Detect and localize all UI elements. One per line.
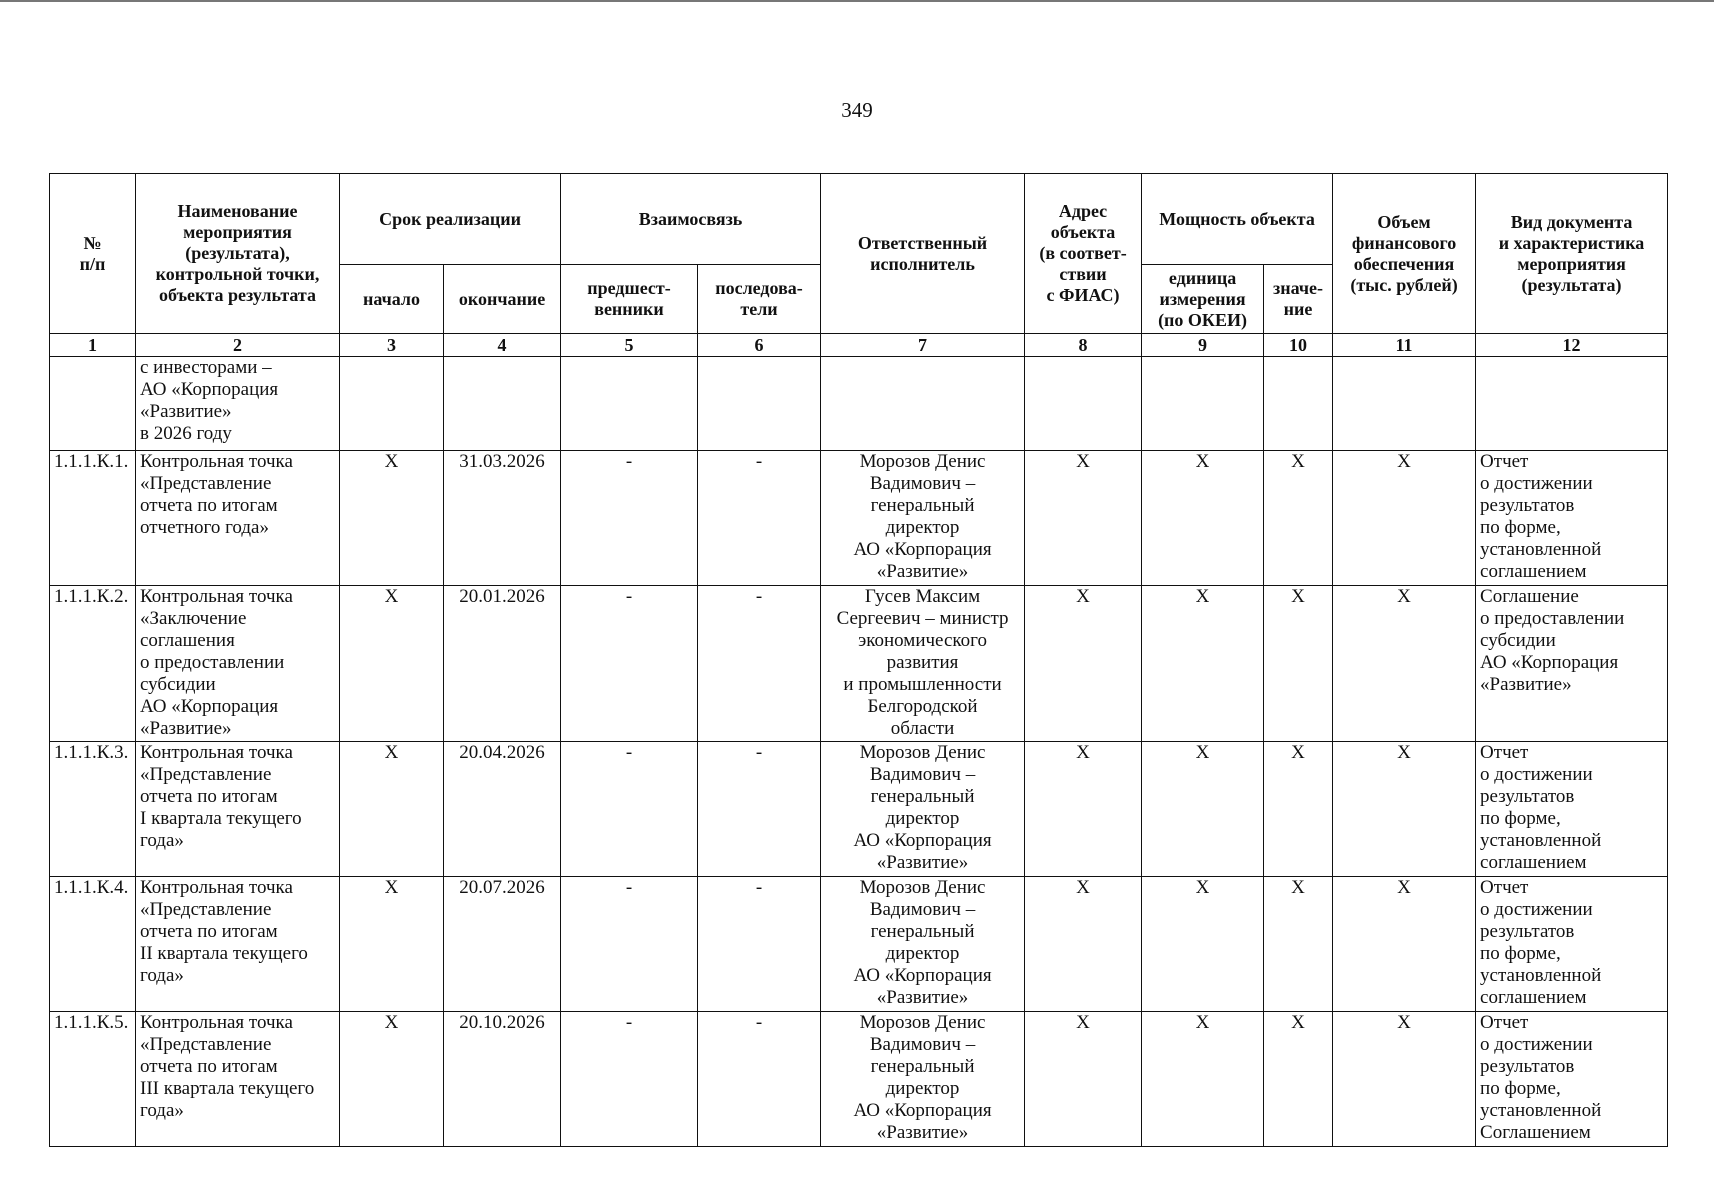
text-line: отчета по итогам <box>140 1056 278 1077</box>
column-number: 6 <box>698 334 821 357</box>
cell-end <box>444 357 561 451</box>
column-number: 4 <box>444 334 561 357</box>
column-number: 3 <box>340 334 444 357</box>
text-line: «Развитие» <box>140 718 232 739</box>
cell-unit: X <box>1142 742 1264 877</box>
text-line: Отчет <box>1480 877 1529 898</box>
text-line: п/п <box>79 253 106 274</box>
cell-num: 1.1.1.К.1. <box>50 451 136 586</box>
text-line: результатов <box>1480 1056 1575 1077</box>
cell-prev: - <box>561 1012 698 1147</box>
text-line: (в соответ- <box>1039 243 1127 263</box>
column-number: 5 <box>561 334 698 357</box>
cell-document <box>1476 357 1668 451</box>
text-line: Соглашение <box>1480 586 1579 607</box>
text-line: установленной <box>1480 1100 1602 1121</box>
cell-name <box>136 357 340 451</box>
cell-name <box>136 451 340 586</box>
text-line: о достижении <box>1480 473 1593 494</box>
cell-next <box>698 357 821 451</box>
text-line: единица <box>1168 267 1237 288</box>
text-line: мероприятия <box>183 222 292 242</box>
text-line: обеспечения <box>1353 253 1455 274</box>
text-line: Адрес <box>1058 201 1108 221</box>
text-line: I квартала текущего <box>140 808 302 829</box>
cell-num: 1.1.1.К.3. <box>50 742 136 877</box>
cell-address: X <box>1025 742 1142 877</box>
text-line: в 2026 году <box>140 423 232 444</box>
text-line: субсидии <box>1480 630 1556 651</box>
text-line: Морозов Денис <box>859 451 986 472</box>
page-number: 349 <box>841 98 873 122</box>
column-number: 7 <box>821 334 1025 357</box>
header-power-value <box>1264 265 1333 334</box>
cell-address: X <box>1025 1012 1142 1147</box>
cell-document <box>1476 586 1668 742</box>
cell-next: - <box>698 742 821 877</box>
text-line: области <box>890 718 955 739</box>
text-line: соглашением <box>1480 987 1587 1008</box>
text-line: «Развитие» <box>140 401 232 422</box>
text-line: последова- <box>715 278 803 298</box>
cell-next: - <box>698 877 821 1012</box>
header-responsible <box>821 174 1025 334</box>
text-line: (результата), <box>185 243 290 263</box>
cell-document <box>1476 877 1668 1012</box>
text-line: «Развитие» <box>876 987 969 1008</box>
text-line: о достижении <box>1480 764 1593 785</box>
cell-num <box>50 357 136 451</box>
text-line: тели <box>740 299 778 319</box>
text-line: экономического <box>858 630 987 651</box>
column-number: 9 <box>1142 334 1264 357</box>
table-row <box>50 1012 1668 1147</box>
text-line: генеральный <box>870 1056 975 1077</box>
header-name <box>136 174 340 334</box>
cell-unit: X <box>1142 586 1264 742</box>
cell-start: X <box>340 586 444 742</box>
table-body <box>50 357 1668 1147</box>
cell-name <box>136 742 340 877</box>
text-line: № <box>83 232 102 253</box>
cell-prev: - <box>561 742 698 877</box>
cell-address: X <box>1025 877 1142 1012</box>
column-number: 10 <box>1264 334 1333 357</box>
table-row <box>50 742 1668 877</box>
text-line: Ответственный <box>857 232 988 253</box>
text-line: и промышленности <box>843 674 1002 695</box>
table-row <box>50 586 1668 742</box>
table-row <box>50 877 1668 1012</box>
text-line: ние <box>1283 299 1313 319</box>
text-line: Контрольная точка <box>140 451 293 472</box>
text-line: соглашением <box>1480 852 1587 873</box>
text-line: объекта <box>1050 222 1116 242</box>
cell-document <box>1476 1012 1668 1147</box>
text-line: генеральный <box>870 921 975 942</box>
text-line: Морозов Денис <box>859 742 986 763</box>
cell-prev: - <box>561 877 698 1012</box>
cell-address <box>1025 357 1142 451</box>
text-line: III квартала текущего <box>140 1078 315 1099</box>
text-line: исполнитель <box>870 253 975 274</box>
cell-prev: - <box>561 451 698 586</box>
text-line: Вадимович – <box>869 473 976 494</box>
text-line: года» <box>140 965 184 986</box>
cell-responsible <box>821 451 1025 586</box>
text-line: «Заключение <box>140 608 247 629</box>
text-line: Вадимович – <box>869 764 976 785</box>
text-line: Вид документа <box>1510 211 1633 232</box>
text-line: о достижении <box>1480 899 1593 920</box>
text-line: финансового <box>1351 232 1457 253</box>
table-header <box>50 174 1668 357</box>
header-power: Мощность объекта <box>1142 174 1333 265</box>
cell-finance <box>1333 357 1476 451</box>
cell-value: X <box>1264 742 1333 877</box>
cell-unit: X <box>1142 451 1264 586</box>
cell-start: X <box>340 1012 444 1147</box>
text-line: генеральный <box>870 495 975 516</box>
cell-address: X <box>1025 586 1142 742</box>
cell-responsible <box>821 586 1025 742</box>
text-line: и характеристика <box>1498 232 1645 253</box>
cell-responsible <box>821 877 1025 1012</box>
header-link: Взаимосвязь <box>561 174 821 265</box>
text-line: АО «Корпорация <box>853 1100 992 1121</box>
text-line: (по ОКЕИ) <box>1158 309 1247 330</box>
text-line: АО «Корпорация <box>1480 652 1619 673</box>
header-link-next <box>698 265 821 334</box>
cell-end: 20.10.2026 <box>444 1012 561 1147</box>
header-term: Срок реализации <box>340 174 561 265</box>
header-document <box>1476 174 1668 334</box>
text-line: по форме, <box>1480 517 1561 538</box>
text-line: Контрольная точка <box>140 877 293 898</box>
text-line: значе- <box>1273 278 1324 298</box>
text-line: субсидии <box>140 674 216 695</box>
text-line: «Развитие» <box>876 852 969 873</box>
cell-value <box>1264 357 1333 451</box>
text-line: (результата) <box>1521 274 1622 295</box>
cell-unit <box>1142 357 1264 451</box>
header-address <box>1025 174 1142 334</box>
text-line: АО «Корпорация <box>853 830 992 851</box>
text-line: объекта результата <box>159 285 316 305</box>
cell-unit: X <box>1142 1012 1264 1147</box>
cell-value: X <box>1264 877 1333 1012</box>
cell-end: 20.04.2026 <box>444 742 561 877</box>
column-number: 2 <box>136 334 340 357</box>
cell-next: - <box>698 451 821 586</box>
column-number: 12 <box>1476 334 1668 357</box>
text-line: директор <box>885 517 960 538</box>
header-term-end: окончание <box>444 265 561 334</box>
cell-responsible <box>821 742 1025 877</box>
text-line: мероприятия <box>1517 253 1626 274</box>
text-line: установленной <box>1480 539 1602 560</box>
cell-start: X <box>340 877 444 1012</box>
text-line: о достижении <box>1480 1034 1593 1055</box>
text-line: АО «Корпорация <box>140 696 279 717</box>
text-line: предшест- <box>587 278 671 298</box>
text-line: по форме, <box>1480 1078 1561 1099</box>
column-number: 1 <box>50 334 136 357</box>
text-line: Гусев Максим <box>864 586 981 607</box>
text-line: года» <box>140 1100 184 1121</box>
cell-value: X <box>1264 451 1333 586</box>
text-line: Морозов Денис <box>859 1012 986 1033</box>
text-line: измерения <box>1159 288 1246 309</box>
text-line: соглашения <box>140 630 235 651</box>
text-line: (тыс. рублей) <box>1350 274 1458 295</box>
cell-value: X <box>1264 586 1333 742</box>
cell-num: 1.1.1.К.4. <box>50 877 136 1012</box>
table-row <box>50 451 1668 586</box>
page-top-rule <box>0 0 1714 2</box>
text-line: АО «Корпорация <box>140 379 279 400</box>
text-line: Сергеевич – министр <box>836 608 1009 629</box>
cell-responsible <box>821 1012 1025 1147</box>
table-row <box>50 357 1668 451</box>
column-number: 11 <box>1333 334 1476 357</box>
cell-finance: X <box>1333 586 1476 742</box>
text-line: Отчет <box>1480 451 1529 472</box>
header-num <box>50 174 136 334</box>
text-line: контрольной точки, <box>155 264 320 284</box>
header-link-prev <box>561 265 698 334</box>
text-line: результатов <box>1480 495 1575 516</box>
text-line: Контрольная точка <box>140 586 293 607</box>
cell-document <box>1476 451 1668 586</box>
text-line: по форме, <box>1480 943 1561 964</box>
text-line: директор <box>885 943 960 964</box>
text-line: установленной <box>1480 830 1602 851</box>
text-line: отчета по итогам <box>140 921 278 942</box>
text-line: «Развитие» <box>876 1122 969 1143</box>
cell-name <box>136 586 340 742</box>
header-finance <box>1333 174 1476 334</box>
text-line: Вадимович – <box>869 899 976 920</box>
text-line: о предоставлении <box>140 652 285 673</box>
text-line: установленной <box>1480 965 1602 986</box>
cell-num: 1.1.1.К.5. <box>50 1012 136 1147</box>
text-line: II квартала текущего <box>140 943 308 964</box>
text-line: директор <box>885 1078 960 1099</box>
text-line: Белгородской <box>867 696 978 717</box>
text-line: Контрольная точка <box>140 1012 293 1033</box>
cell-address: X <box>1025 451 1142 586</box>
header-power-unit <box>1142 265 1264 334</box>
text-line: по форме, <box>1480 808 1561 829</box>
text-line: соглашением <box>1480 561 1587 582</box>
header-term-start: начало <box>340 265 444 334</box>
text-line: «Развитие» <box>1480 674 1572 695</box>
cell-end: 31.03.2026 <box>444 451 561 586</box>
text-line: венники <box>594 299 664 319</box>
cell-responsible <box>821 357 1025 451</box>
text-line: Морозов Денис <box>859 877 986 898</box>
text-line: «Представление <box>140 473 272 494</box>
cell-start: X <box>340 451 444 586</box>
text-line: Объем <box>1377 211 1431 232</box>
text-line: «Развитие» <box>876 561 969 582</box>
text-line: генеральный <box>870 786 975 807</box>
text-line: отчета по итогам <box>140 495 278 516</box>
column-number: 8 <box>1025 334 1142 357</box>
text-line: Контрольная точка <box>140 742 293 763</box>
text-line: результатов <box>1480 786 1575 807</box>
cell-next: - <box>698 586 821 742</box>
cell-end: 20.07.2026 <box>444 877 561 1012</box>
cell-start <box>340 357 444 451</box>
text-line: отчетного года» <box>140 517 269 538</box>
text-line: результатов <box>1480 921 1575 942</box>
column-numbers-row <box>50 334 1668 357</box>
text-line: «Представление <box>140 1034 272 1055</box>
cell-end: 20.01.2026 <box>444 586 561 742</box>
cell-document <box>1476 742 1668 877</box>
text-line: отчета по итогам <box>140 786 278 807</box>
cell-finance: X <box>1333 1012 1476 1147</box>
cell-start: X <box>340 742 444 877</box>
text-line: ствии <box>1059 264 1107 284</box>
cell-name <box>136 877 340 1012</box>
text-line: АО «Корпорация <box>853 965 992 986</box>
text-line: АО «Корпорация <box>853 539 992 560</box>
text-line: Отчет <box>1480 742 1529 763</box>
text-line: Вадимович – <box>869 1034 976 1055</box>
cell-finance: X <box>1333 877 1476 1012</box>
cell-finance: X <box>1333 742 1476 877</box>
cell-finance: X <box>1333 451 1476 586</box>
cell-prev: - <box>561 586 698 742</box>
cell-next: - <box>698 1012 821 1147</box>
text-line: «Представление <box>140 764 272 785</box>
plan-table <box>49 173 1668 1147</box>
text-line: «Представление <box>140 899 272 920</box>
text-line: директор <box>885 808 960 829</box>
text-line: о предоставлении <box>1480 608 1625 629</box>
text-line: Соглашением <box>1480 1122 1591 1143</box>
cell-unit: X <box>1142 877 1264 1012</box>
text-line: с ФИАС) <box>1046 285 1120 305</box>
text-line: развития <box>886 652 959 673</box>
text-line: с инвесторами – <box>140 357 272 378</box>
text-line: Отчет <box>1480 1012 1529 1033</box>
cell-num: 1.1.1.К.2. <box>50 586 136 742</box>
text-line: года» <box>140 830 184 851</box>
text-line: Наименование <box>177 201 298 221</box>
cell-prev <box>561 357 698 451</box>
cell-value: X <box>1264 1012 1333 1147</box>
cell-name <box>136 1012 340 1147</box>
